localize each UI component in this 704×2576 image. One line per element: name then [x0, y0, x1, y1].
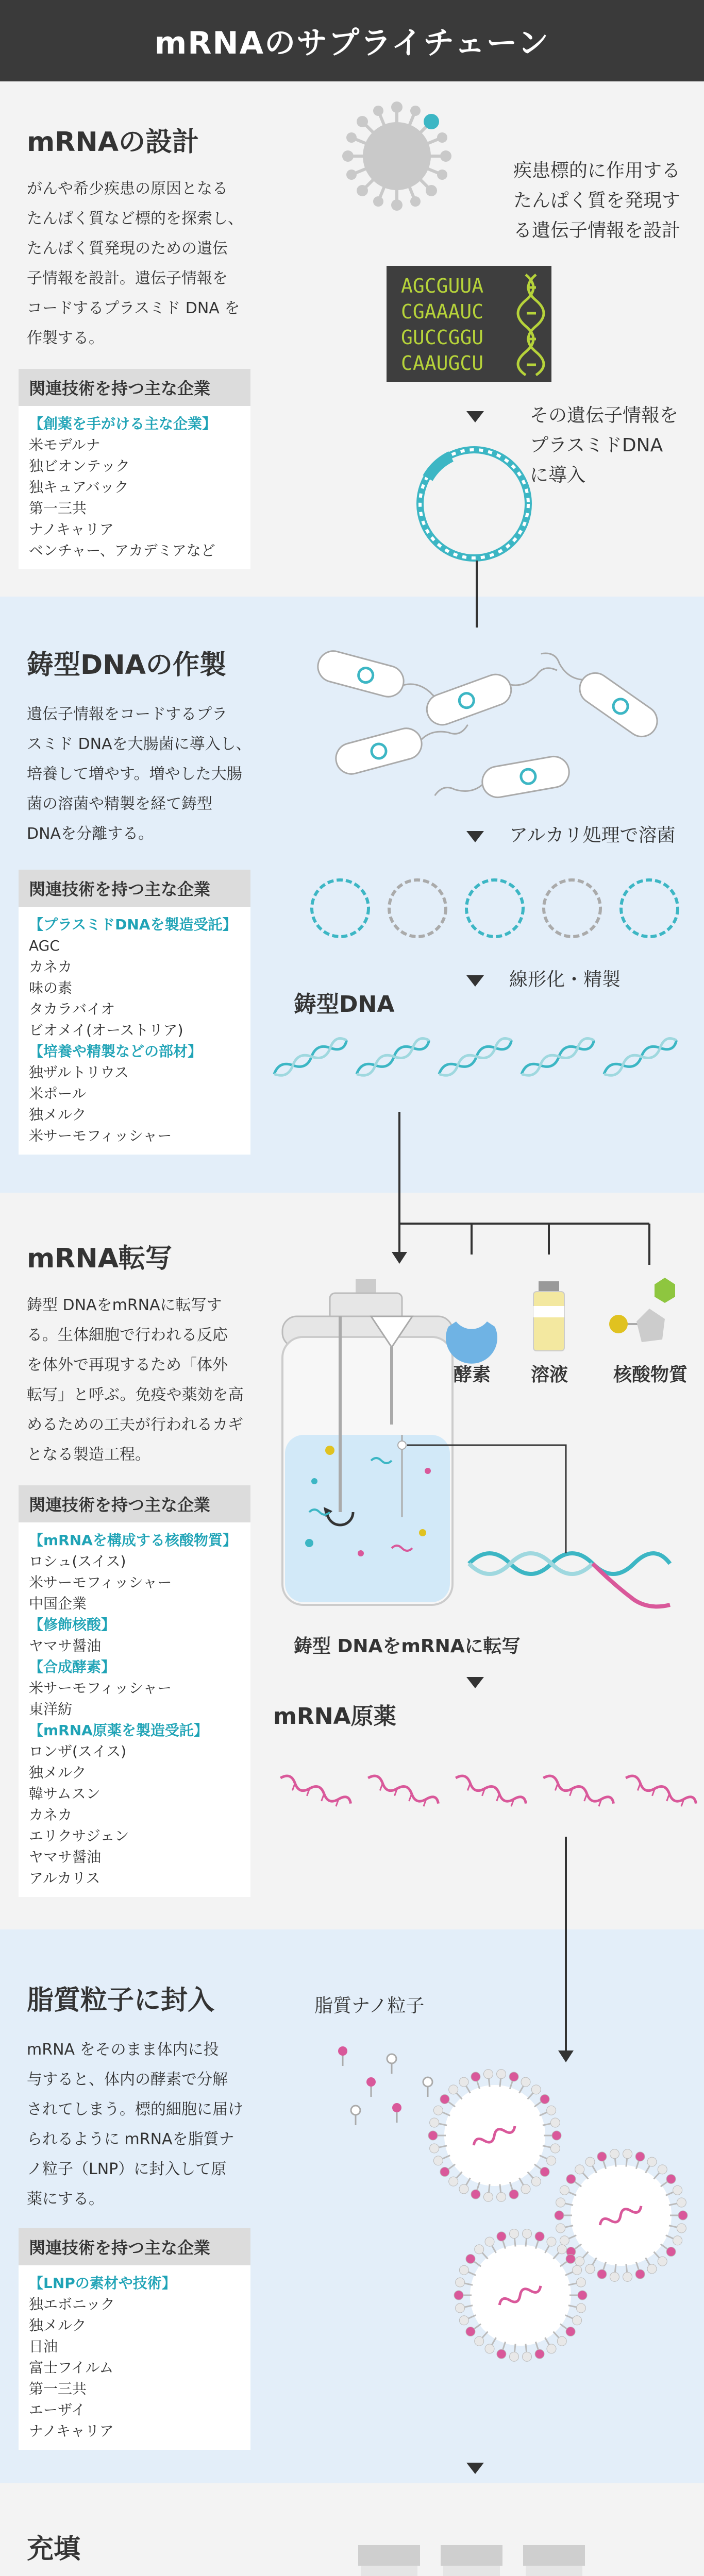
company-category: 【LNPの素材や技術】	[29, 2275, 176, 2292]
company-item: AGC	[29, 937, 60, 954]
company-item: 米サーモフィッシャー	[29, 1574, 172, 1591]
lnp-particle	[428, 2070, 561, 2202]
vial-icon	[521, 2545, 588, 2576]
company-item: ヤマサ醤油	[29, 1849, 102, 1866]
transcription-illustration	[0, 1193, 704, 1929]
section-title: 鋳型DNAの作製	[27, 650, 226, 681]
company-item: 富士フイルム	[29, 2359, 114, 2376]
company-item: ロンザ(スイス)	[29, 1743, 127, 1760]
step-arrow	[466, 831, 484, 842]
company-item: 独ザルトリウス	[29, 1064, 129, 1081]
plasmid-ring-row	[312, 880, 678, 937]
company-item: 独キュアバック	[29, 479, 129, 496]
input-label-solution: 溶液	[531, 1364, 568, 1385]
nucleotide-icon	[609, 1278, 675, 1342]
company-item: カネカ	[29, 1806, 73, 1823]
company-item: 味の素	[29, 979, 73, 996]
company-item: 日油	[29, 2338, 58, 2355]
company-item: 独ビオンテック	[29, 457, 130, 474]
section-title: 充填	[27, 2534, 81, 2565]
step-arrow	[466, 2463, 484, 2474]
vial-illustration	[0, 2483, 704, 2576]
company-box-title: 関連技術を持つ主な企業	[19, 2228, 250, 2265]
section-design	[0, 81, 704, 597]
virus-icon	[342, 101, 451, 211]
company-item: 独メルク	[29, 1764, 87, 1781]
step-arrow	[466, 1677, 484, 1688]
company-item: 第一三共	[29, 500, 87, 517]
company-item: 独エボニック	[29, 2296, 115, 2313]
section-filling	[0, 2483, 704, 2576]
label-template-dna: 鋳型DNA	[294, 991, 395, 1018]
vial-icon	[356, 2545, 423, 2576]
linear-dna-row	[272, 1036, 679, 1079]
company-item: 米サーモフィッシャー	[29, 1680, 172, 1697]
company-category: 【修飾核酸】	[29, 1616, 116, 1633]
input-connectors	[399, 1193, 649, 1265]
label-transcribe: 鋳型 DNAをmRNAに転写	[294, 1636, 521, 1657]
company-item: アルカリス	[29, 1870, 100, 1887]
company-category: 【合成酵素】	[29, 1658, 116, 1675]
section-transcription	[0, 1193, 704, 1929]
section-description: mRNA をそのまま体内に投 与すると、体内の酵素で分解 されてしまう。標的細胞に届け られるように mRNAを脂質ナ ノ粒子（LNP）に封入して原 薬にする。	[27, 2041, 243, 2208]
input-label-enzyme: 酵素	[454, 1364, 491, 1385]
company-item: 第一三共	[29, 2380, 87, 2397]
label-plasmid: その遺伝子情報を プラスミドDNA に導入	[530, 405, 679, 486]
company-item: 韓サムスン	[29, 1785, 100, 1802]
company-item: 中国企業	[29, 1595, 87, 1612]
label-alkali: アルカリ処理で溶菌	[509, 825, 676, 846]
company-item: 米ポール	[29, 1085, 87, 1102]
company-item: 独メルク	[29, 2317, 87, 2334]
label-mrna-api: mRNA原薬	[273, 1703, 396, 1730]
company-item: ベンチャー、アカデミアなど	[29, 542, 215, 559]
plasmid-icon	[420, 450, 528, 558]
company-category: 【mRNAを構成する核酸物質】	[29, 1532, 237, 1549]
step-arrow	[466, 411, 484, 422]
company-item: ロシュ(スイス)	[29, 1553, 126, 1570]
company-item: ビオメイ(オーストリア)	[29, 1022, 183, 1039]
section-title: 脂質粒子に封入	[27, 1985, 215, 2016]
enzyme-icon	[446, 1321, 497, 1364]
page-title: mRNAのサプライチェーン	[0, 0, 704, 81]
step-arrow	[466, 975, 484, 987]
company-category: 【培養や精製などの部材】	[29, 1043, 203, 1060]
company-category: 【創薬を手がける主な企業】	[29, 415, 217, 432]
label-lnp: 脂質ナノ粒子	[314, 1995, 425, 2016]
solution-icon	[533, 1281, 564, 1351]
company-item: カネカ	[29, 958, 73, 975]
company-box-title: 関連技術を持つ主な企業	[19, 369, 250, 406]
company-item: 独メルク	[29, 1106, 87, 1123]
template-illustration	[0, 597, 704, 1193]
company-item: ナノキャリア	[29, 521, 114, 538]
company-item: 米モデルナ	[29, 436, 100, 453]
company-item: エーザイ	[29, 2401, 86, 2418]
vial-icon	[438, 2545, 505, 2576]
lnp-particles	[0, 1929, 704, 2483]
sequence-text: AGCGUUA CGAAAUC GUCCGGU CAAUGCU	[401, 275, 484, 375]
input-label-nucleotide: 核酸物質	[613, 1364, 688, 1385]
company-box-title: 関連技術を持つ主な企業	[19, 1485, 250, 1522]
section-title: mRNA転写	[27, 1243, 172, 1274]
company-item: エリクサジェン	[29, 1827, 129, 1844]
section-title: mRNAの設計	[27, 127, 199, 158]
company-item: ヤマサ醤油	[29, 1637, 102, 1654]
mrna-strand-row	[278, 1774, 697, 1811]
company-box-title: 関連技術を持つ主な企業	[19, 870, 250, 907]
bioreactor-icon	[282, 1279, 452, 1605]
section-description: 鋳型 DNAをmRNAに転写す る。生体細胞で行われる反応 を体外で再現するため「体外 転写」と呼ぶ。免疫や薬効を高 めるための工夫が行われるカギ となる製造工程。	[27, 1296, 244, 1464]
section-description: がんや希少疾患の原因となる たんぱく質など標的を探索し、 たんぱく質発現のための遺伝 子情報を設計。遺伝子情報を コードするプラスミド DNA を 作製する。	[27, 180, 243, 347]
bacteria-icon	[432, 754, 572, 808]
company-item: タカラバイオ	[29, 1001, 115, 1018]
company-category: 【プラスミドDNAを製造受託】	[29, 916, 237, 933]
section-template-dna	[0, 597, 704, 1193]
label-virus: 疾患標的に作用する たんぱく質を発現す る遺伝子情報を設計	[513, 160, 681, 241]
transcription-helix-icon	[469, 1553, 670, 1606]
company-category: 【mRNA原薬を製造受託】	[29, 1722, 208, 1739]
company-item: 米サーモフィッシャー	[29, 1127, 172, 1144]
company-item: ナノキャリア	[29, 2422, 114, 2439]
section-description: 遺伝子情報をコードするプラ スミド DNAを大腸菌に導入し、 培養して増やす。増やした大腸 菌の溶菌や精製を経て鋳型 DNAを分離する。	[27, 705, 252, 843]
bacteria-icon	[423, 653, 562, 729]
bacteria-icon	[533, 639, 663, 742]
label-linear: 線形化・精製	[509, 969, 621, 990]
company-item: 東洋紡	[29, 1701, 73, 1718]
